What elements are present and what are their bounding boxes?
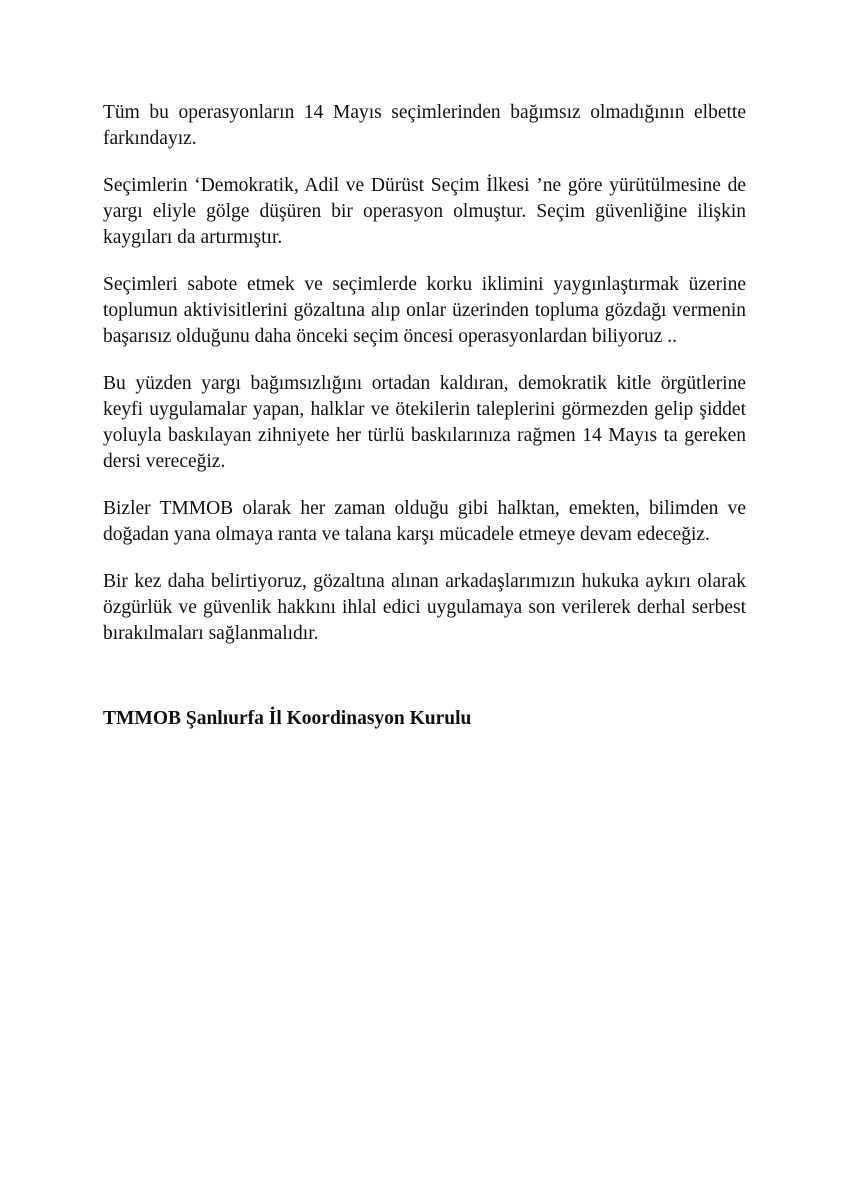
paragraph-3: Seçimleri sabote etmek ve seçimlerde korku iklimini yaygınlaştırmak üzerine toplumun aktivisitlerini gözaltına alıp onlar üzerinden topluma gözdağı vermenin başarısız olduğunu daha önceki seçim öncesi operasyonlardan biliyoruz .. [103, 274, 746, 347]
signature: TMMOB Şanlıurfa İl Koordinasyon Kurulu [103, 708, 472, 729]
paragraph-4: Bu yüzden yargı bağımsızlığını ortadan kaldıran, demokratik kitle örgütlerine keyfi uygulamalar yapan, halklar ve ötekilerin taleplerini görmezden gelip şiddet yoluyla baskılayan zihniyete her türlü baskılarınıza rağmen 14 Mayıs ta gereken dersi vereceğiz. [103, 373, 746, 472]
paragraph-6: Bir kez daha belirtiyoruz, gözaltına alınan arkadaşlarımızın hukuka aykırı olarak özgürlük ve güvenlik hakkını ihlal edici uygulamaya son verilerek derhal serbest bırakılmaları sağlanmalıdır. [103, 571, 746, 644]
paragraph-2: Seçimlerin ‘Demokratik, Adil ve Dürüst Seçim İlkesi ’ne göre yürütülmesine de yargı eliyle gölge düşüren bir operasyon olmuştur. Seçim güvenliğine ilişkin kaygıları da artırmıştır. [103, 175, 746, 248]
paragraph-1: Tüm bu operasyonların 14 Mayıs seçimlerinden bağımsız olmadığının elbette farkındayız. [103, 102, 746, 149]
paragraph-5: Bizler TMMOB olarak her zaman olduğu gibi halktan, emekten, bilimden ve doğadan yana olmaya ranta ve talana karşı mücadele etmeye devam edeceğiz. [103, 498, 746, 545]
document-body [103, 100, 746, 732]
